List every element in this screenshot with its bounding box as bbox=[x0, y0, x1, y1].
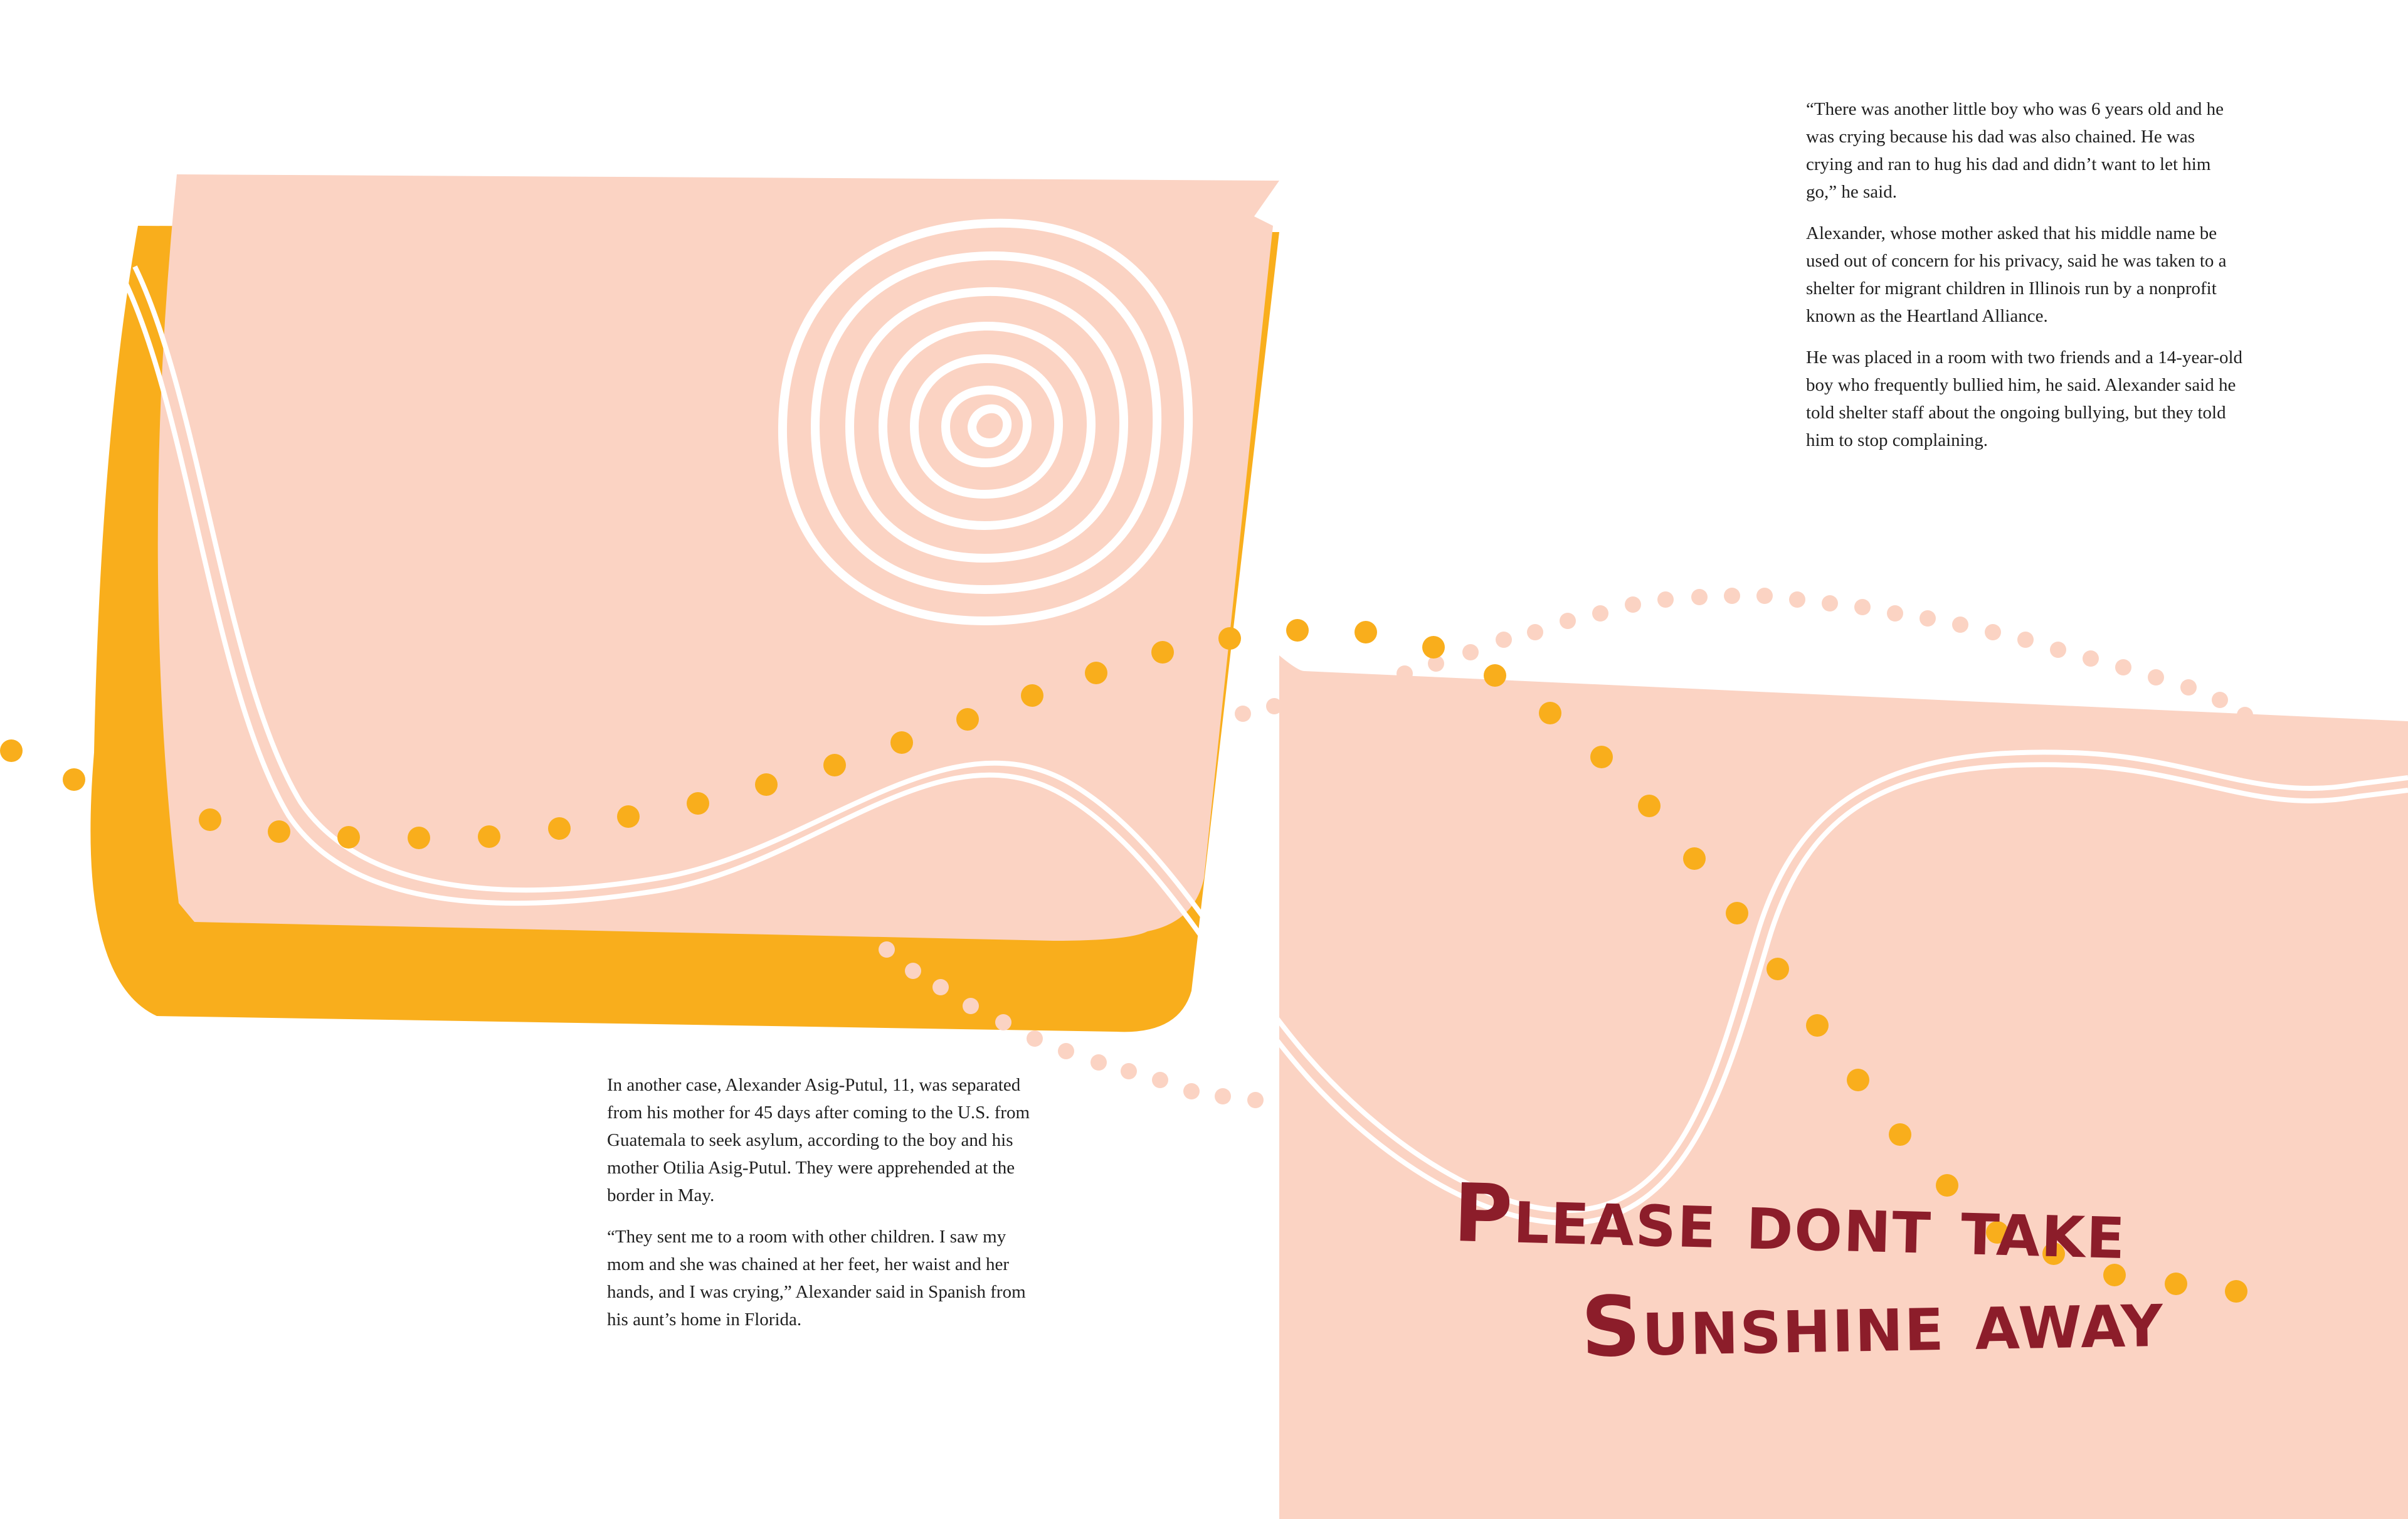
left-text-column bbox=[607, 1071, 1046, 1347]
headline-line-1: Please dont take bbox=[1452, 1167, 2128, 1278]
right-paragraph-1: “There was another little boy who was 6 years old and he was crying because his dad was also chained. He was crying and ran to hug his dad and didn’t want to let him go,” he said. bbox=[1806, 99, 2224, 202]
headline-line-2: Sunshine away bbox=[1580, 1269, 2165, 1376]
left-paragraph-2: “They sent me to a room with other children. I saw my mom and she was chained at her feet, her waist and her hands, and I was crying,” Alexander said in Spanish from his aunt’s home in Florida. bbox=[607, 1227, 1026, 1330]
left-paragraph-1: In another case, Alexander Asig-Putul, 11, was separated from his mother for 45 days after coming to the U.S. from Guatemala to seek asylum, according to the boy and his mother Otilia Asig-Putul. They were apprehended at the border in May. bbox=[607, 1075, 1030, 1205]
right-text-column bbox=[1806, 95, 2245, 468]
lower-peach-slab bbox=[1279, 655, 2408, 1519]
right-paragraph-2: Alexander, whose mother asked that his middle name be used out of concern for his privacy, said he was taken to a shelter for migrant children in Illinois run by a nonprofit known as the Heartland Alliance. bbox=[1806, 223, 2227, 326]
right-paragraph-3: He was placed in a room with two friends and a 14-year-old boy who frequently bullied him, he said. Alexander said he told shelter staff about the ongoing bullying, but they told him to stop complaining. bbox=[1806, 347, 2242, 450]
upper-peach-slab bbox=[158, 174, 1279, 941]
